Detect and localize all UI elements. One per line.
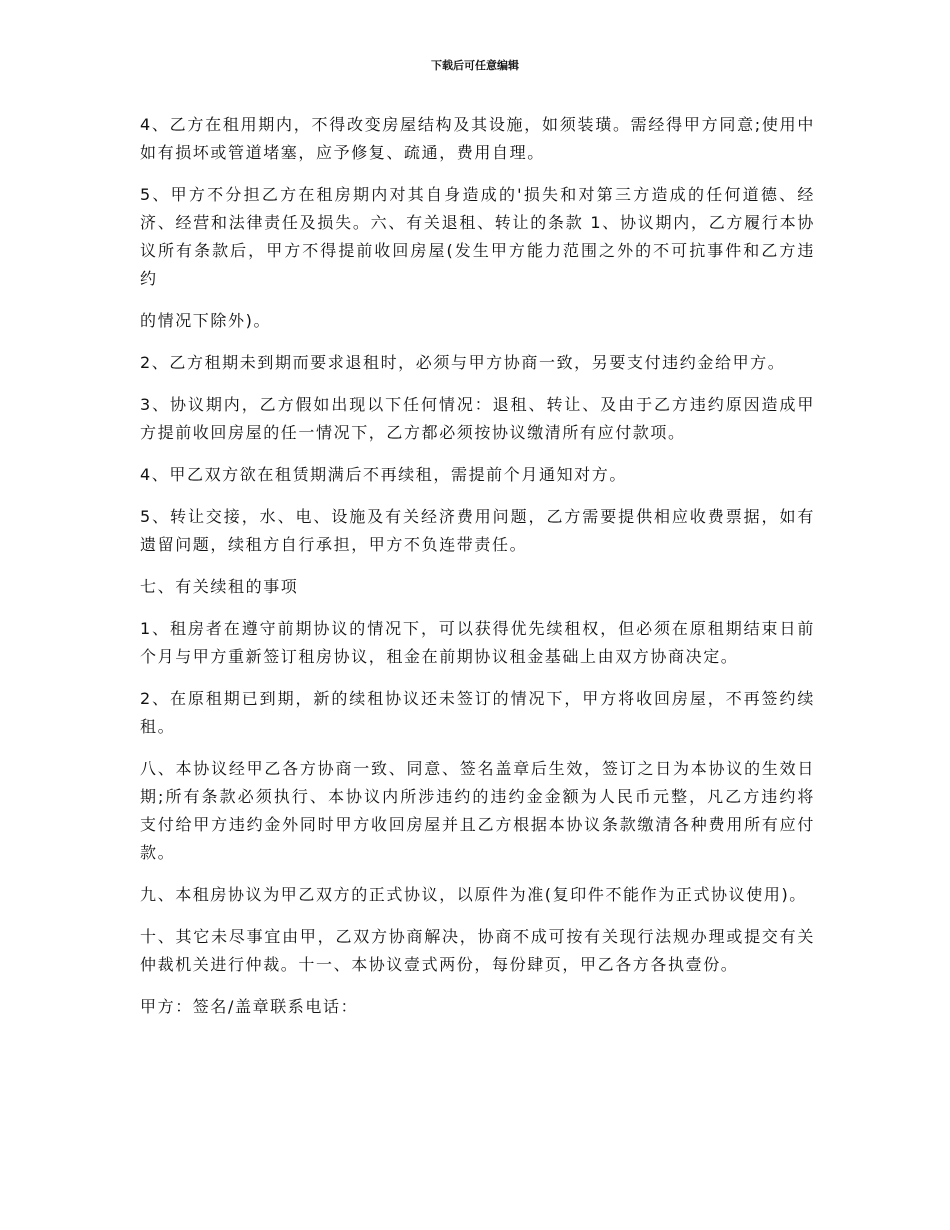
paragraph-clause-9-original: 九、本租房协议为甲乙双方的正式协议，以原件为准(复印件不能作为正式协议使用)。 <box>140 885 807 904</box>
section-heading-renewal: 七、有关续租的事项 <box>140 577 299 596</box>
paragraph-early-termination: 2、乙方租期未到期而要求退租时，必须与甲方协商一致，另要支付违约金给甲方。 <box>140 353 786 372</box>
paragraph-exception: 的情况下除外)。 <box>140 311 272 330</box>
paragraph-handover: 5、转让交接，水、电、设施及有关经济费用问题，乙方需要提供相应收费票据，如有遗留问题，续租方自行承担，甲方不负连带责任。 <box>140 507 815 554</box>
signature-line-party-a: 甲方：签名/盖章联系电话： <box>140 997 359 1016</box>
paragraph-priority-renewal: 1、租房者在遵守前期协议的情况下，可以获得优先续租权，但必须在原租期结束日前个月与甲方重新签订租房协议，租金在前期协议租金基础上由双方协商决定。 <box>140 619 815 666</box>
document-body <box>140 111 815 1035</box>
paragraph-clause-5-liability: 5、甲方不分担乙方在租房期内对其自身造成的'损失和对第三方造成的任何道德、经济、经营和法律责任及损失。六、有关退租、转让的条款 1、协议期内，乙方履行本协议所有条款后，甲方不得提前收回房屋(发生甲方能力范围之外的不可抗事件和乙方违约 <box>140 185 815 288</box>
paragraph-clause-4-renovation: 4、乙方在租用期内，不得改变房屋结构及其设施，如须装璜。需经得甲方同意;使用中如有损坏或管道堵塞，应予修复、疏通，费用自理。 <box>140 115 815 162</box>
paragraph-clause-10-disputes: 十、其它未尽事宜由甲，乙双方协商解决，协商不成可按有关现行法规办理或提交有关仲裁机关进行仲裁。十一、本协议壹式两份，每份肆页，甲乙各方各执壹份。 <box>140 927 815 974</box>
paragraph-clause-8-effect: 八、本协议经甲乙各方协商一致、同意、签名盖章后生效，签订之日为本协议的生效日期;所有条款必须执行、本协议内所涉违约的违约金金额为人民币元整，凡乙方违约将支付给甲方违约金外同时甲方收回房屋并且乙方根据本协议条款缴清各种费用所有应付款。 <box>140 759 815 862</box>
paragraph-expired-term: 2、在原租期已到期，新的续租协议还未签订的情况下，甲方将收回房屋，不再签约续租。 <box>140 689 815 736</box>
paragraph-payment-obligation: 3、协议期内，乙方假如出现以下任何情况：退租、转让、及由于乙方违约原因造成甲方提前收回房屋的任一情况下，乙方都必须按协议缴清所有应付款项。 <box>140 395 815 442</box>
paragraph-non-renewal-notice: 4、甲乙双方欲在租赁期满后不再续租，需提前个月通知对方。 <box>140 465 627 484</box>
page-header: 下载后可任意编辑 <box>431 59 519 72</box>
